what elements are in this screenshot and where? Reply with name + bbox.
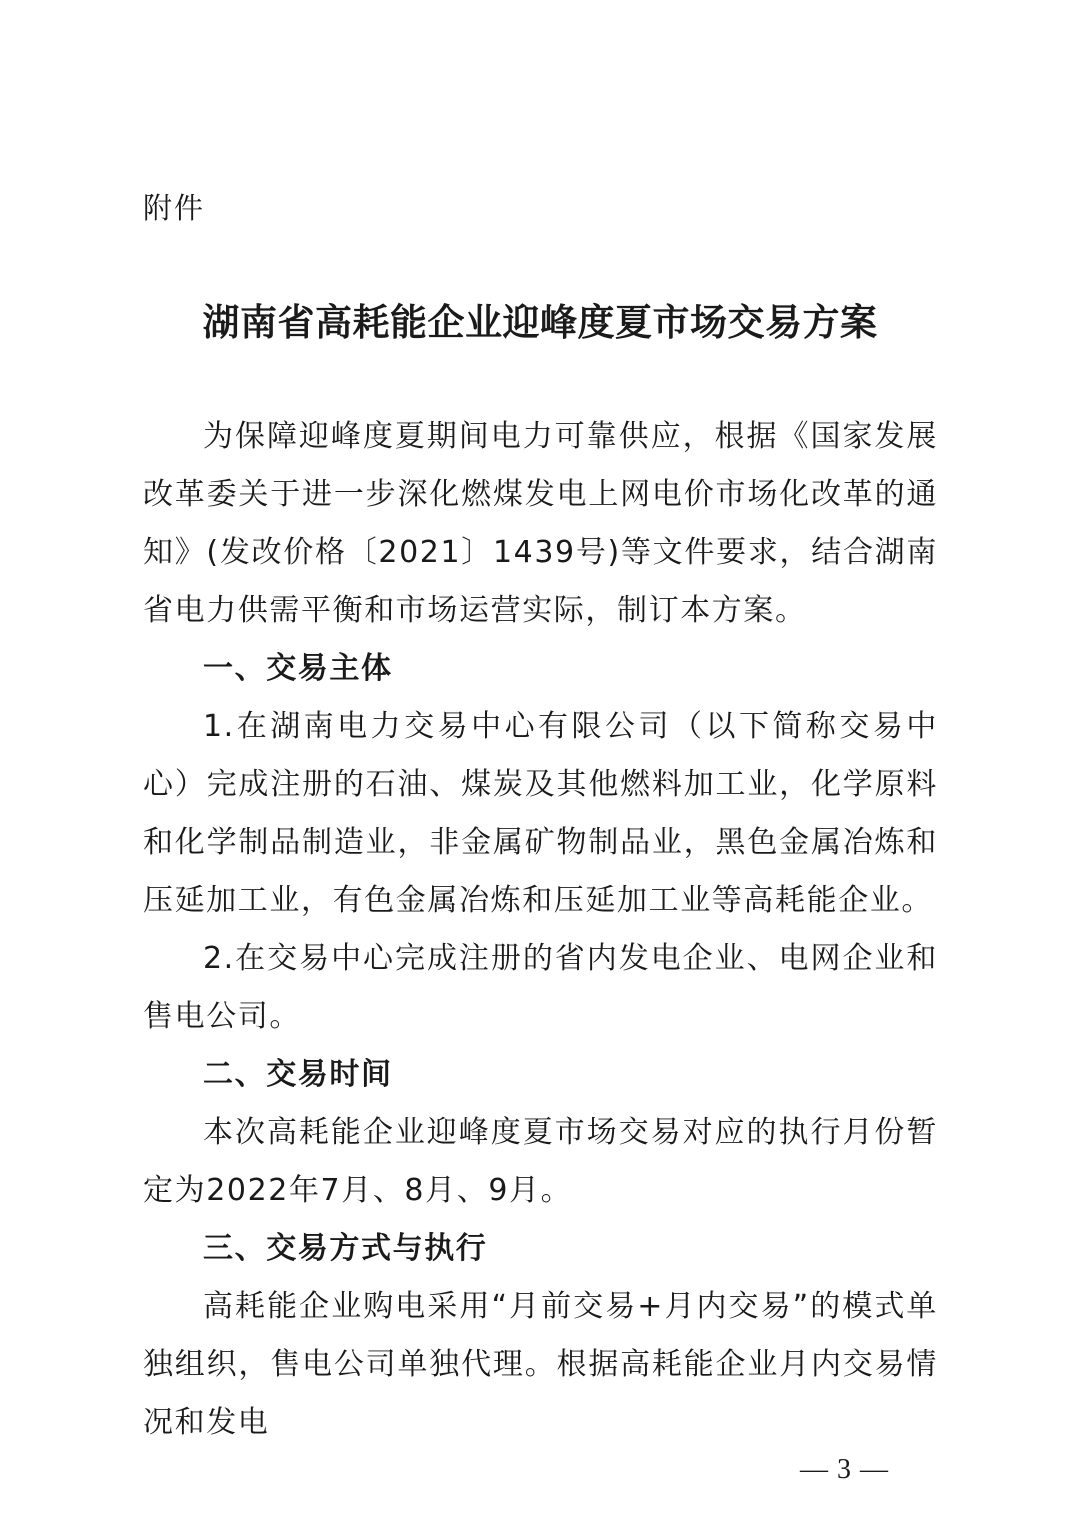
document-title: 湖南省高耗能企业迎峰度夏市场交易方案 <box>202 300 878 344</box>
document-body <box>143 408 938 1452</box>
section-heading-3: 三、交易方式与执行 <box>203 1231 488 1266</box>
paragraph-participants-2: 2.在交易中心完成注册的省内发电企业、电网企业和售电公司。 <box>143 941 938 1034</box>
section-heading-1: 一、交易主体 <box>203 651 393 686</box>
paragraph-trading-method: 高耗能企业购电采用“月前交易+月内交易”的模式单独组织，售电公司单独代理。根据高耗能企业月内交易情况和发电 <box>143 1289 938 1440</box>
attachment-label: 附件 <box>143 191 206 225</box>
paragraph-participants-1: 1.在湖南电力交易中心有限公司（以下简称交易中心）完成注册的石油、煤炭及其他燃料加工业，化学原料和化学制品制造业，非金属矿物制品业，黑色金属冶炼和压延加工业，有色金属冶炼和压延加工业等高耗能企业。 <box>143 709 938 918</box>
paragraph-intro: 为保障迎峰度夏期间电力可靠供应，根据《国家发展改革委关于进一步深化燃煤发电上网电价市场化改革的通知》(发改价格〔2021〕1439号)等文件要求，结合湖南省电力供需平衡和市场运营实际，制订本方案。 <box>143 419 938 628</box>
page-number: — 3 — <box>800 1454 889 1485</box>
paragraph-trading-time: 本次高耗能企业迎峰度夏市场交易对应的执行月份暂定为2022年7月、8月、9月。 <box>143 1115 938 1208</box>
section-heading-2: 二、交易时间 <box>203 1057 393 1092</box>
